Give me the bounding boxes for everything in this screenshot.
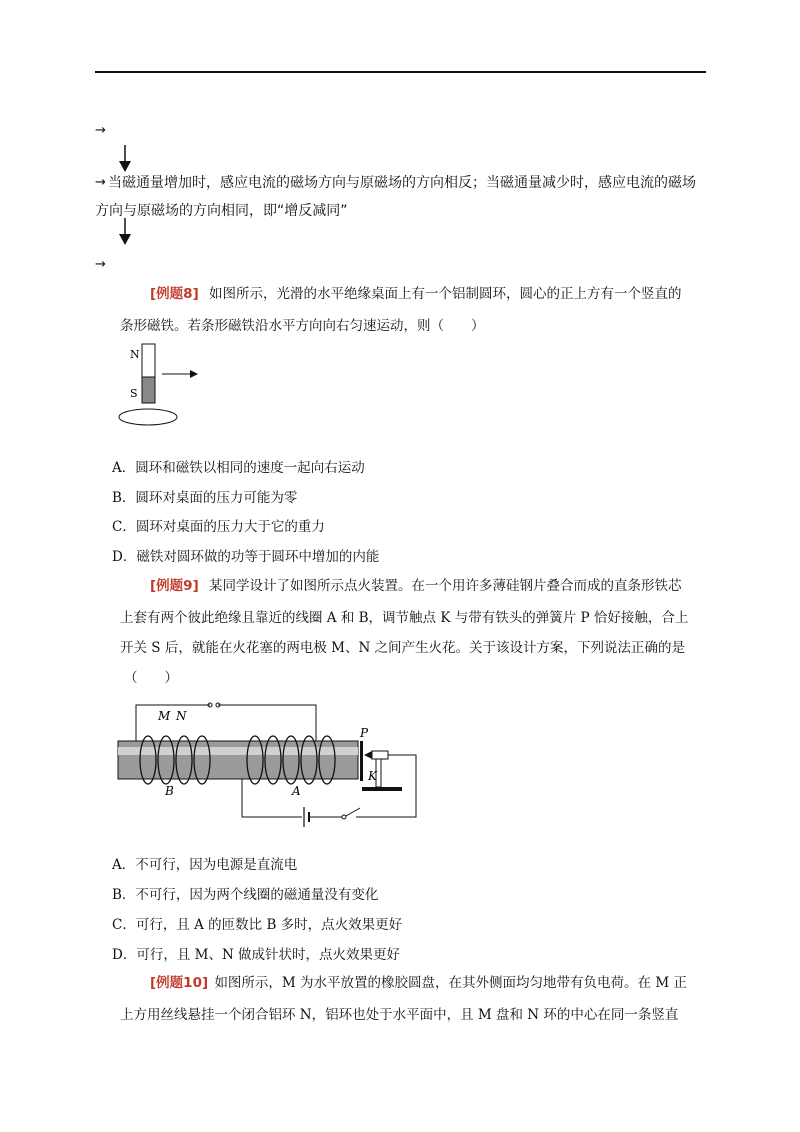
- magnet-north-half: [142, 344, 155, 377]
- magnet-south-half: [142, 377, 155, 403]
- magnet-s-label: S: [130, 387, 138, 400]
- note-line-1: 当磁通量增加时，感应电流的磁场方向与原磁场的方向相反；当磁通量减少时，感应电流的磁场: [108, 175, 696, 191]
- example-8-text: 如图所示，光滑的水平绝缘桌面上有一个铝制圆环，圆心的正上方有一个竖直的: [209, 286, 682, 302]
- example-8-line-2: 条形磁铁。若条形磁铁沿水平方向向右匀速运动，则（ ）: [120, 318, 485, 334]
- magnet-ring-figure: [110, 340, 210, 430]
- spring-p-label: P: [360, 726, 369, 740]
- flow-end-arrow: →: [95, 257, 106, 272]
- ignition-device-figure: [110, 695, 430, 830]
- header-rule: [95, 71, 706, 73]
- contact-k-label: K: [368, 769, 377, 783]
- example-9-line-4: （ ）: [124, 670, 178, 686]
- coil-b-label: B: [165, 784, 174, 798]
- flow-down-arrow-icon: [112, 145, 138, 173]
- example-9-line-3: 开关 S 后，就能在火花塞的两电极 M、N 之间产生火花。关于该设计方案，下列说法正确的是: [120, 640, 686, 656]
- example-8-option-a: A．圆环和磁铁以相同的速度一起向右运动: [112, 460, 365, 476]
- example-9-tag: [例题9]: [150, 578, 199, 594]
- magnet-n-label: N: [130, 348, 140, 361]
- example-10-line-1: [150, 973, 687, 993]
- spring-plate-p: [360, 741, 363, 781]
- flow-arrow-marker: →: [95, 175, 106, 190]
- example-10-line-2: 上方用丝线悬挂一个闭合铝环 N，铝环也处于水平面中，且 M 盘和 N 环的中心在同一条竖直: [120, 1007, 679, 1023]
- aluminum-ring: [119, 409, 177, 425]
- example-8-option-d: D．磁铁对圆环做的功等于圆环中增加的内能: [112, 549, 380, 565]
- example-8-option-b: B．圆环对桌面的压力可能为零: [112, 490, 298, 506]
- flow-start-arrow: →: [95, 123, 106, 138]
- coil-a-label: A: [292, 784, 301, 798]
- example-9-option-a: A．不可行，因为电源是直流电: [112, 857, 298, 873]
- example-9-option-d: D．可行，且 M、N 做成针状时，点火效果更好: [112, 947, 401, 963]
- motion-arrowhead: [190, 370, 198, 378]
- note-line-2: 方向与原磁场的方向相同，即“增反减同”: [95, 203, 348, 219]
- example-9-line-2: 上套有两个彼此绝缘且靠近的线圈 A 和 B，调节触点 K 与带有铁头的弹簧片 P 恰好接触，合上: [120, 610, 689, 626]
- example-8-option-c: C．圆环对桌面的压力大于它的重力: [112, 519, 325, 535]
- example-9-option-c: C．可行，且 A 的匝数比 B 多时，点火效果更好: [112, 917, 403, 933]
- example-9-option-b: B．不可行，因为两个线圈的磁通量没有变化: [112, 887, 379, 903]
- example-9-line-1: [150, 576, 682, 596]
- iron-core: [118, 741, 358, 779]
- electrode-n-label: N: [176, 709, 187, 723]
- flow-down-arrow-icon: [112, 218, 138, 246]
- example-10-text: 如图所示，M 为水平放置的橡胶圆盘，在其外侧面均匀地带有负电荷。在 M 正: [214, 975, 687, 991]
- example-8-tag: [例题8]: [150, 286, 199, 302]
- electrode-m-label: M: [158, 709, 171, 723]
- example-9-text: 某同学设计了如图所示点火装置。在一个用许多薄硅钢片叠合而成的直条形铁芯: [209, 578, 682, 594]
- switch-s-icon: [342, 815, 346, 819]
- example-8-line-1: [150, 284, 682, 304]
- example-10-tag: [例题10]: [150, 975, 209, 991]
